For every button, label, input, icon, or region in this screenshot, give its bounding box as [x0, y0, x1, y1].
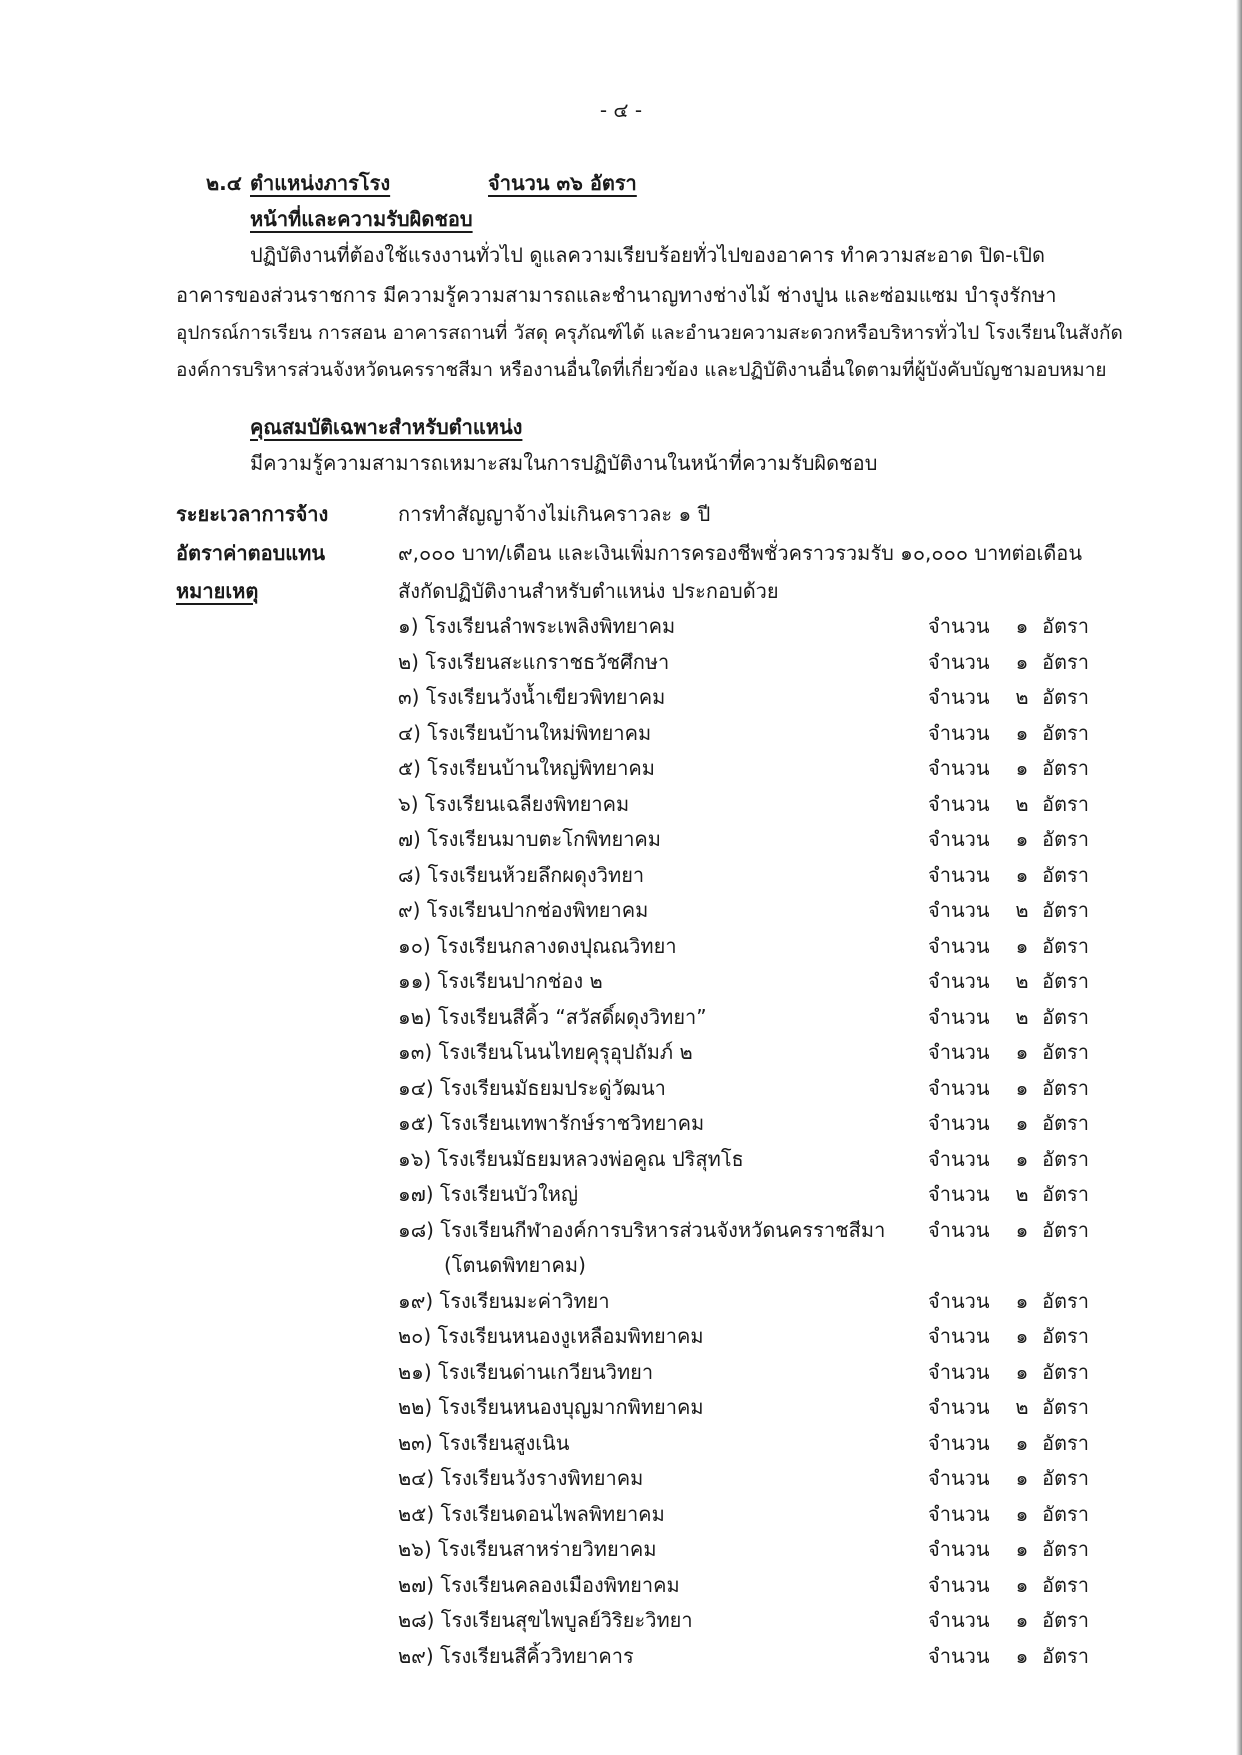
school-name [398, 1039, 693, 1065]
quota-number: ๑ [1015, 1040, 1029, 1064]
quota-label: จำนวน [928, 721, 990, 745]
quota-unit: อัตรา [1042, 827, 1089, 851]
pay-label: อัตราค่าตอบแทน [176, 541, 326, 565]
quota-unit: อัตรา [1042, 1324, 1089, 1348]
quota-number: ๑ [1015, 1466, 1029, 1490]
quota-label: จำนวน [928, 1608, 990, 1632]
duties-line: อาคารของส่วนราชการ มีความรู้ความสามารถและชำนาญทางช่างไม้ ช่างปูน และซ่อมแซม บำรุงรักษา [176, 283, 1057, 307]
quota-unit: อัตรา [1042, 898, 1089, 922]
school-name-text: ๑๑) โรงเรียนปากช่อง ๒ [398, 969, 603, 993]
school-quota [928, 1110, 1089, 1136]
quota-number: ๒ [1015, 969, 1029, 993]
quota-unit: อัตรา [1042, 1040, 1089, 1064]
quota-number: ๑ [1015, 614, 1029, 638]
school-quota [928, 826, 1089, 852]
school-quota [928, 613, 1089, 639]
quota-number: ๑ [1015, 1360, 1029, 1384]
school-name [398, 1643, 634, 1669]
quota-label: จำนวน [928, 1147, 990, 1171]
school-name-text: ๒๐) โรงเรียนหนองงูเหลือมพิทยาคม [398, 1324, 704, 1348]
page-number: - ๔ - [599, 98, 643, 122]
school-name [398, 684, 665, 710]
school-name-text: ๓) โรงเรียนวังน้ำเขียวพิทยาคม [398, 685, 666, 709]
quota-label: จำนวน [928, 650, 990, 674]
quota-label: จำนวน [928, 1466, 990, 1490]
school-name [398, 1465, 643, 1491]
school-name-text: ๑๒) โรงเรียนสีคิ้ว “สวัสดิ์ผดุงวิทยา” [398, 1005, 707, 1029]
note-intro: สังกัดปฏิบัติงานสำหรับตำแหน่ง ประกอบด้วย [398, 579, 779, 603]
quota-number: ๑ [1015, 650, 1029, 674]
quota-unit: อัตรา [1042, 1395, 1089, 1419]
school-name-text: ๒๙) โรงเรียนสีคิ้ววิทยาคาร [398, 1644, 634, 1668]
school-name [398, 613, 675, 639]
quota-number: ๒ [1015, 898, 1029, 922]
school-quota [928, 1607, 1089, 1633]
school-quota [928, 968, 1089, 994]
quota-label: จำนวน [928, 863, 990, 887]
quota-number: ๑ [1015, 1111, 1029, 1135]
school-quota [928, 1004, 1089, 1030]
school-name [398, 1288, 610, 1314]
school-name-text: ๒) โรงเรียนสะแกราชธวัชศึกษา [398, 650, 670, 674]
school-quota [928, 1394, 1089, 1420]
school-quota [928, 1075, 1089, 1101]
quota-number: ๒ [1015, 1395, 1029, 1419]
school-name-text: ๑๗) โรงเรียนบัวใหญ่ [398, 1182, 579, 1206]
quota-unit: อัตรา [1042, 1466, 1089, 1490]
school-quota [928, 1536, 1089, 1562]
quota-number: ๑ [1015, 1218, 1029, 1242]
school-quota [928, 862, 1089, 888]
school-name-text: ๑๔) โรงเรียนมัธยมประดู่วัฒนา [398, 1076, 666, 1100]
quota-number: ๑ [1015, 1289, 1029, 1313]
quota-unit: อัตรา [1042, 1360, 1089, 1384]
school-name-text: ๒๒) โรงเรียนหนองบุญมากพิทยาคม [398, 1395, 704, 1419]
quota-unit: อัตรา [1042, 1218, 1089, 1242]
school-quota [928, 755, 1089, 781]
school-name-text: ๒๗) โรงเรียนคลองเมืองพิทยาคม [398, 1573, 680, 1597]
quota-label: จำนวน [928, 934, 990, 958]
quota-label: จำนวน [928, 1076, 990, 1100]
school-name-continuation: (โตนดพิทยาคม) [444, 1253, 586, 1277]
quota-number: ๑ [1015, 756, 1029, 780]
school-name [398, 1146, 744, 1172]
quota-label: จำนวน [928, 1644, 990, 1668]
quota-number: ๑ [1015, 721, 1029, 745]
quota-number: ๑ [1015, 1644, 1029, 1668]
school-name [398, 862, 644, 888]
quota-unit: อัตรา [1042, 1182, 1089, 1206]
school-quota [928, 720, 1089, 746]
school-name-text: ๔) โรงเรียนบ้านใหม่พิทยาคม [398, 721, 652, 745]
duties-heading: หน้าที่และความรับผิดชอบ [250, 207, 473, 231]
qualifications-heading: คุณสมบัติเฉพาะสำหรับตำแหน่ง [250, 415, 523, 439]
school-name-text: ๒๔) โรงเรียนวังรางพิทยาคม [398, 1466, 644, 1490]
school-name-text: ๑๖) โรงเรียนมัธยมหลวงพ่อคูณ ปริสุทโธ [398, 1147, 744, 1171]
quota-unit: อัตรา [1042, 1537, 1089, 1561]
quota-label: จำนวน [928, 1360, 990, 1384]
section-count: จำนวน ๓๖ อัตรา [488, 171, 637, 195]
school-name-text: ๖) โรงเรียนเฉลียงพิทยาคม [398, 792, 630, 816]
quota-label: จำนวน [928, 1431, 990, 1455]
term-value: การทำสัญญาจ้างไม่เกินคราวละ ๑ ปี [398, 502, 711, 526]
quota-number: ๑ [1015, 1502, 1029, 1526]
school-name [398, 1394, 704, 1420]
school-quota [928, 1359, 1089, 1385]
quota-unit: อัตรา [1042, 934, 1089, 958]
school-quota [928, 791, 1089, 817]
quota-label: จำนวน [928, 1537, 990, 1561]
quota-label: จำนวน [928, 1324, 990, 1348]
quota-number: ๑ [1015, 1147, 1029, 1171]
school-name-text: ๒๖) โรงเรียนสาหร่ายวิทยาคม [398, 1537, 657, 1561]
quota-label: จำนวน [928, 1111, 990, 1135]
quota-unit: อัตรา [1042, 863, 1089, 887]
school-name-text: ๘) โรงเรียนห้วยลึกผดุงวิทยา [398, 863, 645, 887]
school-name [398, 1217, 885, 1278]
school-name-text: ๕) โรงเรียนบ้านใหญ่พิทยาคม [398, 756, 655, 780]
quota-unit: อัตรา [1042, 1076, 1089, 1100]
term-label: ระยะเวลาการจ้าง [176, 502, 329, 526]
school-name-text: ๒๕) โรงเรียนดอนไพลพิทยาคม [398, 1502, 665, 1526]
quota-label: จำนวน [928, 1182, 990, 1206]
quota-unit: อัตรา [1042, 1502, 1089, 1526]
school-quota [928, 1323, 1089, 1349]
school-quota [928, 1430, 1089, 1456]
quota-unit: อัตรา [1042, 685, 1089, 709]
quota-label: จำนวน [928, 1573, 990, 1597]
school-quota [928, 1146, 1089, 1172]
school-name [398, 1430, 569, 1456]
school-quota [928, 1217, 1089, 1243]
school-quota [928, 684, 1089, 710]
quota-unit: อัตรา [1042, 969, 1089, 993]
school-name-text: ๑๙) โรงเรียนมะค่าวิทยา [398, 1289, 610, 1313]
duties-line: องค์การบริหารส่วนจังหวัดนครราชสีมา หรืองานอื่นใดที่เกี่ยวข้อง และปฏิบัติงานอื่นใดตามที่ผู้บังคับบัญชามอบหมาย [176, 359, 1107, 381]
school-name [398, 1075, 666, 1101]
quota-unit: อัตรา [1042, 650, 1089, 674]
page-edge-shadow [1236, 0, 1242, 1755]
school-name-text: ๒๓) โรงเรียนสูงเนิน [398, 1431, 570, 1455]
quota-number: ๑ [1015, 1324, 1029, 1348]
school-name [398, 791, 629, 817]
school-name [398, 1501, 665, 1527]
school-name [398, 1323, 704, 1349]
quota-label: จำนวน [928, 898, 990, 922]
school-name-text: ๒๘) โรงเรียนสุขไพบูลย์วิริยะวิทยา [398, 1608, 693, 1632]
quota-label: จำนวน [928, 685, 990, 709]
quota-label: จำนวน [928, 1218, 990, 1242]
qualifications-text: มีความรู้ความสามารถเหมาะสมในการปฏิบัติงานในหน้าที่ความรับผิดชอบ [250, 451, 878, 475]
school-name [398, 1359, 653, 1385]
quota-unit: อัตรา [1042, 1147, 1089, 1171]
quota-number: ๑ [1015, 1076, 1029, 1100]
quota-number: ๑ [1015, 1537, 1029, 1561]
school-name [398, 1181, 578, 1207]
quota-label: จำนวน [928, 756, 990, 780]
quota-number: ๑ [1015, 1573, 1029, 1597]
quota-label: จำนวน [928, 1005, 990, 1029]
school-quota [928, 1181, 1089, 1207]
school-quota [928, 897, 1089, 923]
school-name-text: ๑๕) โรงเรียนเทพารักษ์ราชวิทยาคม [398, 1111, 705, 1135]
school-name-text: ๑๓) โรงเรียนโนนไทยคุรุอุปถัมภ์ ๒ [398, 1040, 693, 1064]
quota-label: จำนวน [928, 792, 990, 816]
school-quota [928, 1465, 1089, 1491]
school-quota [928, 1572, 1089, 1598]
quota-unit: อัตรา [1042, 792, 1089, 816]
quota-label: จำนวน [928, 1395, 990, 1419]
school-quota [928, 1039, 1089, 1065]
quota-label: จำนวน [928, 969, 990, 993]
school-name-text: ๙) โรงเรียนปากช่องพิทยาคม [398, 898, 649, 922]
school-name-text: ๑๘) โรงเรียนกีฬาองค์การบริหารส่วนจังหวัดนครราชสีมา [398, 1218, 886, 1242]
duties-line: ปฏิบัติงานที่ต้องใช้แรงงานทั่วไป ดูแลความเรียบร้อยทั่วไปของอาคาร ทำความสะอาด ปิด-เปิด [250, 243, 1045, 267]
quota-number: ๑ [1015, 827, 1029, 851]
school-name [398, 1607, 693, 1633]
quota-number: ๑ [1015, 1431, 1029, 1455]
quota-unit: อัตรา [1042, 1608, 1089, 1632]
section-number: ๒.๔ [206, 171, 242, 195]
quota-label: จำนวน [928, 827, 990, 851]
quota-number: ๑ [1015, 1608, 1029, 1632]
school-name-text: ๑๐) โรงเรียนกลางดงปุณณวิทยา [398, 934, 677, 958]
school-quota [928, 933, 1089, 959]
school-name [398, 1004, 707, 1030]
quota-label: จำนวน [928, 1502, 990, 1526]
school-quota [928, 1501, 1089, 1527]
quota-label: จำนวน [928, 1040, 990, 1064]
quota-unit: อัตรา [1042, 1573, 1089, 1597]
school-name [398, 897, 648, 923]
quota-unit: อัตรา [1042, 614, 1089, 638]
quota-unit: อัตรา [1042, 756, 1089, 780]
quota-unit: อัตรา [1042, 721, 1089, 745]
school-name [398, 1572, 680, 1598]
quota-number: ๒ [1015, 792, 1029, 816]
school-name [398, 1110, 704, 1136]
quota-number: ๑ [1015, 863, 1029, 887]
quota-number: ๑ [1015, 934, 1029, 958]
school-name [398, 826, 661, 852]
quota-number: ๒ [1015, 1005, 1029, 1029]
quota-number: ๒ [1015, 685, 1029, 709]
school-name [398, 1536, 657, 1562]
note-label: หมายเหตุ [176, 579, 259, 603]
duties-line: อุปกรณ์การเรียน การสอน อาคารสถานที่ วัสดุ ครุภัณฑ์ได้ และอำนวยความสะดวกหรือบริหารทั่วไป โรงเรียนในสังกัด [176, 322, 1123, 344]
quota-label: จำนวน [928, 614, 990, 638]
quota-label: จำนวน [928, 1289, 990, 1313]
school-name-text: ๑) โรงเรียนลำพระเพลิงพิทยาคม [398, 614, 676, 638]
quota-unit: อัตรา [1042, 1111, 1089, 1135]
school-name-text: ๒๑) โรงเรียนด่านเกวียนวิทยา [398, 1360, 654, 1384]
section-title: ตำแหน่งภารโรง [250, 171, 391, 195]
school-name [398, 968, 603, 994]
pay-value: ๙,๐๐๐ บาท/เดือน และเงินเพิ่มการครองชีพชั่วคราวรวมรับ ๑๐,๐๐๐ บาทต่อเดือน [398, 541, 1082, 565]
school-name [398, 649, 669, 675]
school-quota [928, 1643, 1089, 1669]
quota-unit: อัตรา [1042, 1289, 1089, 1313]
school-name [398, 933, 677, 959]
school-name [398, 720, 651, 746]
school-name [398, 755, 655, 781]
quota-unit: อัตรา [1042, 1431, 1089, 1455]
quota-unit: อัตรา [1042, 1644, 1089, 1668]
quota-unit: อัตรา [1042, 1005, 1089, 1029]
quota-number: ๒ [1015, 1182, 1029, 1206]
school-quota [928, 649, 1089, 675]
school-quota [928, 1288, 1089, 1314]
school-name-text: ๗) โรงเรียนมาบตะโกพิทยาคม [398, 827, 661, 851]
